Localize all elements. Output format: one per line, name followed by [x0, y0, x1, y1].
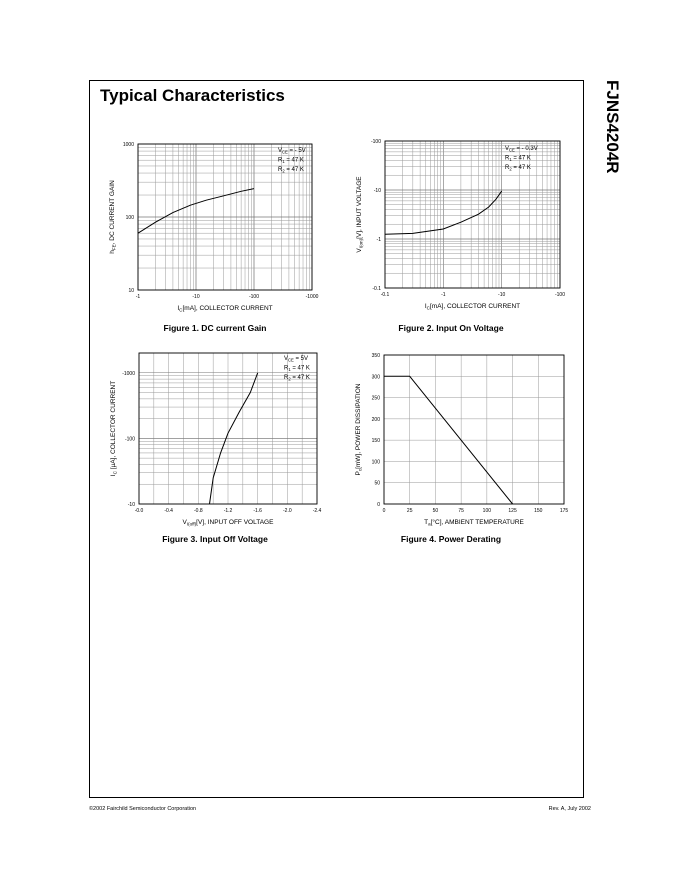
x-tick-label: -1.6	[253, 508, 262, 514]
y-tick-label: 350	[371, 353, 380, 359]
x-tick-label: -1.2	[223, 508, 233, 514]
x-tick-label: -2.0	[283, 508, 292, 514]
legend-entry: $R_2 = 47$ K	[278, 167, 304, 174]
x-tick-label: -0.4	[164, 508, 173, 514]
x-tick-label: 150	[534, 508, 543, 514]
side-part-number: FJNS4204R	[603, 80, 622, 174]
x-tick-label: 125	[508, 508, 517, 514]
legend-entry: $V_{CE}$ = - 0.3V	[505, 146, 538, 153]
x-tick-label: 50	[432, 508, 439, 514]
figure-1-caption: Figure 1. DC current Gain	[163, 323, 267, 333]
y-tick-label: 0	[377, 502, 380, 508]
x-tick-label: -0.1	[380, 292, 390, 298]
x-tick-label: 0	[382, 508, 386, 514]
y-tick-label: 250	[371, 395, 380, 402]
legend-entry: $R_2 = 47$ K	[505, 165, 531, 172]
y-tick-label: -0.1	[372, 286, 381, 292]
y-tick-label: 100	[371, 459, 380, 466]
y-tick-label: 50	[374, 480, 380, 487]
legend-entry: $R_1 = 47$ K	[278, 157, 304, 164]
x-tick-label: -0.8	[194, 508, 203, 514]
y-tick-label: -10	[127, 502, 135, 508]
y-tick-label: 10	[128, 288, 134, 294]
figure-4-caption: Figure 4. Power Derating	[400, 534, 502, 544]
y-tick-label: -100	[124, 436, 135, 443]
y-tick-label: 200	[371, 416, 380, 423]
y-axis-label: $I_C$ [µA], COLLECTOR CURRENT	[110, 380, 118, 477]
x-axis-label: $V_{I(off)}[V]$, INPUT OFF VOLTAGE	[182, 519, 274, 527]
x-tick-label: 25	[406, 508, 413, 514]
y-tick-label: -100	[370, 139, 381, 145]
y-tick-label: -1	[376, 237, 381, 243]
x-tick-label: -100	[248, 294, 260, 300]
x-axis-label: $I_C[mA]$, COLLECTOR CURRENT	[424, 303, 521, 311]
x-tick-label: -1	[135, 294, 141, 300]
y-tick-label: 150	[371, 438, 380, 445]
x-tick-label: -10	[498, 292, 506, 298]
page-heading: Typical Characteristics	[100, 86, 285, 105]
legend-entry: $R_2 = 47$ K	[284, 375, 310, 382]
x-tick-label: -2.4	[312, 508, 322, 514]
y-axis-label: $h_{FE}$, DC CURRENT GAIN	[109, 180, 117, 254]
y-axis-label: $V_{I(on)}[V]$, INPUT VOLTAGE	[356, 176, 364, 253]
y-tick-label: 100	[125, 215, 134, 221]
x-tick-label: -1000	[305, 294, 319, 300]
figure-3-caption: Figure 3. Input Off Voltage	[162, 534, 268, 544]
x-tick-label: -0.0	[134, 508, 144, 514]
footer-revision: Rev. A, July 2002	[548, 806, 591, 812]
y-tick-label: -1000	[122, 370, 135, 377]
x-tick-label: 175	[559, 508, 569, 514]
footer-copyright: ©2002 Fairchild Semiconductor Corporation	[89, 806, 197, 812]
x-tick-label: -1	[441, 292, 446, 298]
y-tick-label: -10	[373, 188, 381, 194]
x-tick-label: 75	[458, 508, 464, 514]
x-axis-label: $I_C[mA]$, COLLECTOR CURRENT	[177, 305, 273, 313]
y-tick-label: 300	[371, 374, 380, 381]
y-tick-label: 1000	[122, 142, 134, 148]
x-tick-label: -100	[554, 292, 566, 298]
legend-entry: $V_{CE} = 5V$	[284, 356, 309, 363]
legend-entry: $R_1 = 47$ K	[505, 155, 531, 162]
x-tick-label: 100	[482, 508, 492, 514]
x-axis-label: $T_a[^\circ C]$, AMBIENT TEMPERATURE	[424, 519, 524, 527]
legend-entry: $R_1 = 47$ K	[284, 365, 310, 372]
y-axis-label: $P_c[mW]$, POWER DISSIPATION	[355, 383, 363, 476]
figure-2-caption: Figure 2. Input On Voltage	[398, 323, 504, 333]
legend-entry: $V_{CE}$ = - 5V	[278, 148, 306, 155]
x-tick-label: -10	[192, 294, 200, 300]
